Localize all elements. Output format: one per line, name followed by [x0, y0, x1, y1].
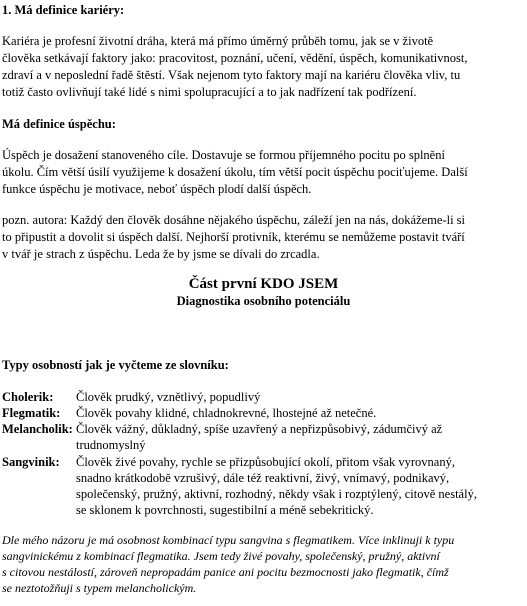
section-title: Část první KDO JSEM [188, 276, 339, 292]
type-term: Sangvinik: [2, 455, 60, 469]
career-paragraph-line: člověka setkávají faktory jako: pracovitost, poznání, učení, vědění, úspěch, komunikativnost, [2, 51, 468, 65]
success-paragraph-line: úkolu. Čím větší úsilí využijeme k dosažení úkolu, tím větší pocit úspěchu pociťujeme. Další [2, 165, 468, 179]
type-definition-line: snadno krátkodobě vzrušivý, dále též reaktivní, živý, vnímavý, podnikavý, [76, 471, 450, 485]
career-paragraph-line: zdraví a v neposlední řadě štěstí. Však nejenom tyto faktory mají na kariéru člověka vliv, tu [2, 68, 461, 82]
heading-success-definition: Má definice úspěchu: [2, 117, 116, 131]
conclusion-line: se neztotožňuji s typem melancholickým. [2, 581, 197, 595]
type-definition-line: trudnomyslný [76, 438, 146, 452]
type-definition-line: Člověk živé povahy, rychle se přizpůsobující okolí, přitom však vyrovnaný, [76, 455, 455, 469]
conclusion-line: Dle mého názoru je má osobnost kombinací typu sangvina s flegmatikem. Více inklinuji k typu [2, 533, 455, 547]
type-term: Flegmatik: [2, 406, 61, 420]
career-paragraph-line: Kariéra je profesní životní dráha, která má přímo úměrný průběh tomu, jak se v životě [2, 34, 434, 48]
author-note-line: v tvář je strach z úspěchu. Leda že by jsme se dívali do zrcadla. [2, 247, 320, 261]
author-note-line: pozn. autora: Každý den člověk dosáhne nějakého úspěchu, záleží jen na nás, dokážeme-li si [2, 213, 466, 227]
section-subtitle: Diagnostika osobního potenciálu [176, 294, 351, 308]
type-definition-line: se sklonem k povrchnosti, sugestibilní a méně sebekritický. [76, 503, 374, 517]
type-definition-line: Člověk vážný, důkladný, spíše uzavřený a nepřizpůsobivý, zádumčivý až [76, 422, 443, 436]
type-definition-line: společenský, pružný, aktivní, rozhodný, někdy však i rozptýlený, citově nestálý, [76, 487, 477, 501]
type-term: Cholerik: [2, 390, 54, 404]
success-paragraph-line: funkce úspěchu je motivace, neboť úspěch plodí další úspěch. [2, 182, 312, 196]
heading-personality-types: Typy osobností jak je vyčteme ze slovníku: [2, 358, 229, 372]
conclusion-line: s citovou nestálostí, zároveň nepropadám panice ani pocitu bezmocnosti jako flegmatik, čímž [2, 565, 449, 579]
author-note-line: to připustit a dovolit si úspěch další. Nejhorší protivník, kterému se nemůžeme postavit tváří [2, 230, 465, 244]
type-term: Melancholik: [2, 422, 73, 436]
conclusion-line: sangvinickému z kombinací flegmatika. Jsem tedy živé povahy, společenský, pružný, aktivní [2, 549, 440, 563]
type-definition-line: Člověk prudký, vznětlivý, popudlivý [76, 390, 261, 404]
heading-career-definition: 1. Má definice kariéry: [2, 3, 125, 17]
type-definition-line: Člověk povahy klidné, chladnokrevné, lhostejné až netečné. [76, 406, 377, 420]
career-paragraph-line: totiž často ovlivňují také lidé s nimi spolupracující a to jak nadřízení tak podřízení. [2, 85, 417, 99]
success-paragraph-line: Úspěch je dosažení stanoveného cíle. Dostavuje se formou příjemného pocitu po splnění [2, 148, 445, 162]
